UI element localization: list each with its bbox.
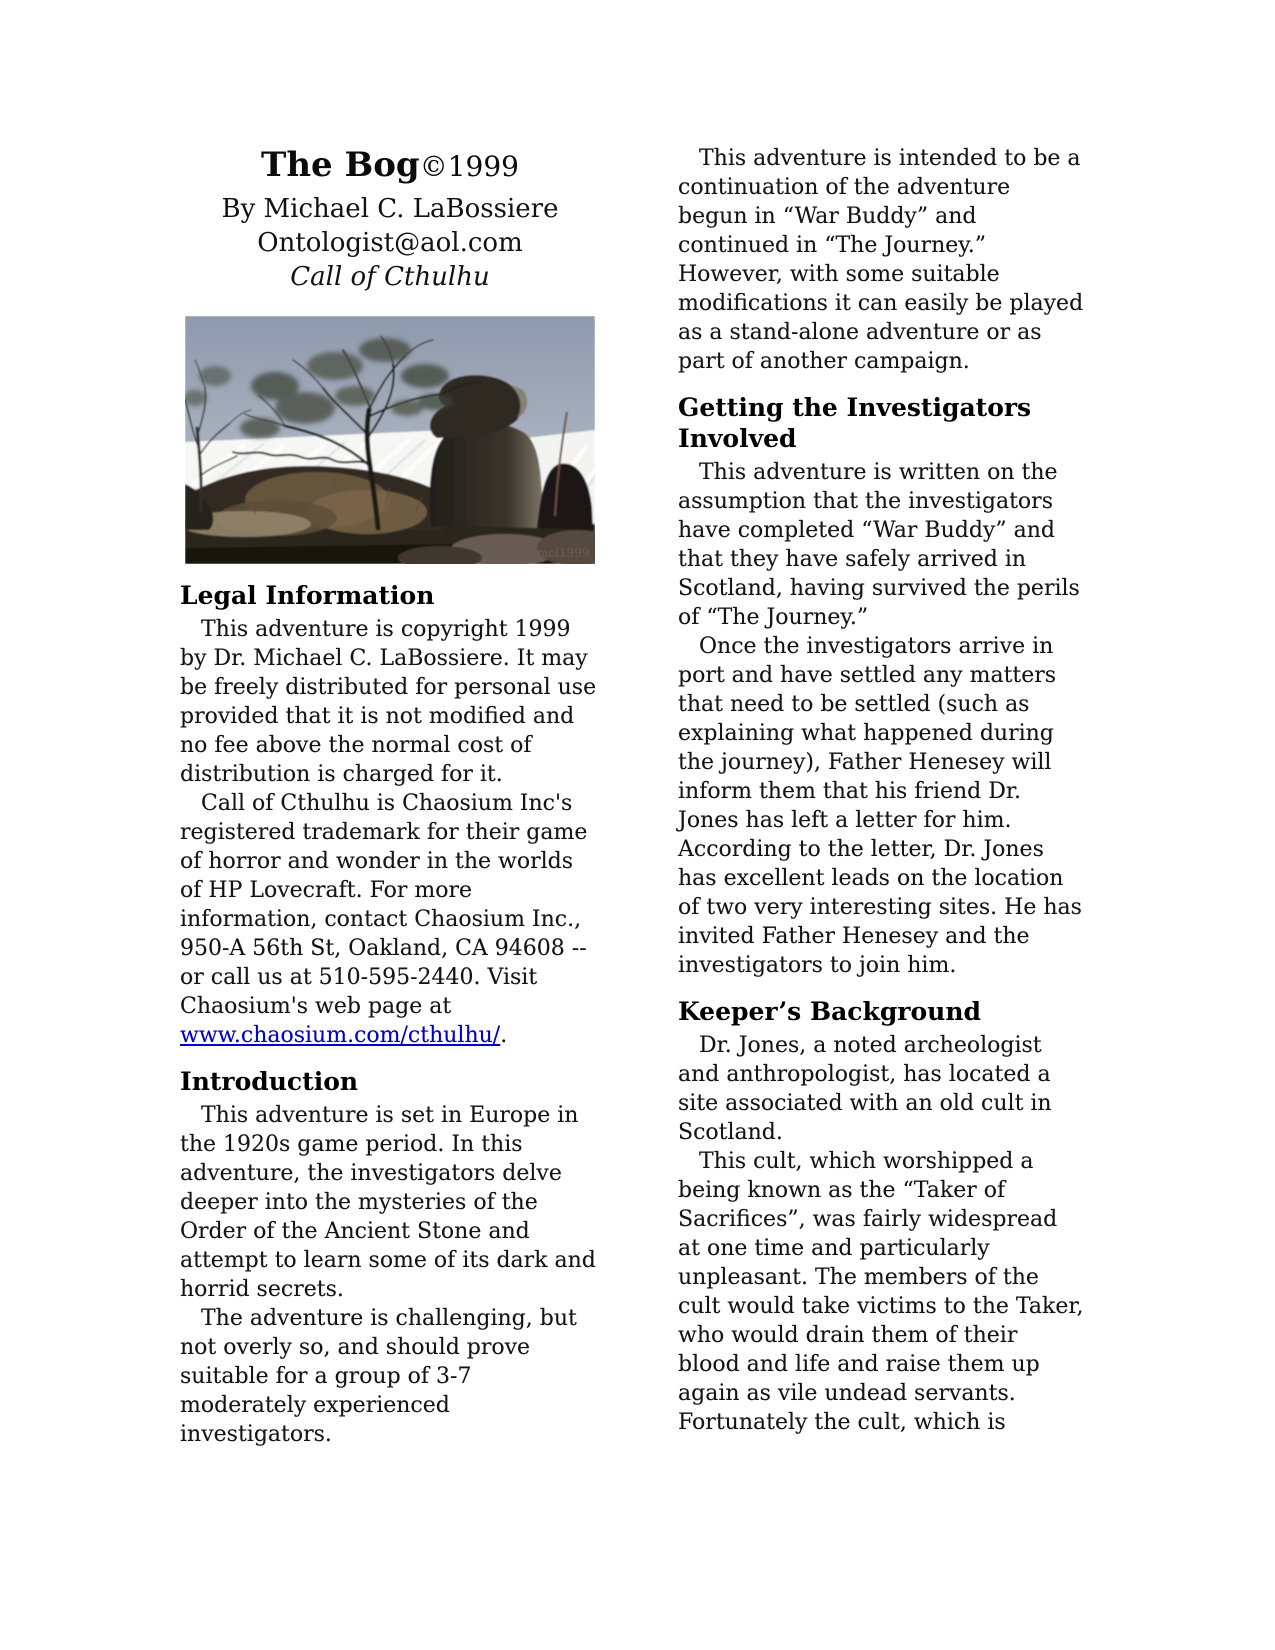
left-column <box>180 144 600 1449</box>
getting-investigators-involved-heading: Getting the Investigators Involved <box>678 393 1032 453</box>
title-text: The Bog <box>261 145 420 185</box>
legal-information-heading: Legal Information <box>180 581 435 610</box>
legal-paragraph-2-text: Call of Cthulhu is Chaosium Inc's registered trademark for their game of horror and wonder in the worlds of HP Lovecraft. For more information, contact Chaosium Inc., 950-A 56th St, Oakland, CA 94608 -- or call us at 510-595-2440. Visit Chaosium's web page at <box>180 791 588 1019</box>
landscape-photo <box>185 316 595 564</box>
continuation-paragraph: This adventure is intended to be a continuation of the adventure begun in “War Buddy” and continued in “The Journey.” However, with some suitable modifications it can easily be played as a stand-alone adventure or as part of another campaign. <box>678 146 1084 374</box>
introduction-paragraph-2: The adventure is challenging, but not overly so, and should prove suitable for a group of 3-7 moderately experienced investigators. <box>180 1306 577 1447</box>
legal-paragraph-2-period: . <box>500 1023 508 1048</box>
section-legal-information <box>180 580 600 1050</box>
legal-paragraph-2 <box>180 789 600 1050</box>
getting-involved-paragraph-2: Once the investigators arrive in port and have settled any matters that need to be settled (such as explaining what happened during the journey), Father Henesey will inform them that his friend Dr. Jones has left a letter for him. According to the letter, Dr. Jones has excellent leads on the location of two very interesting sites. He has invited Father Henesey and the investigators to join him. <box>678 634 1082 978</box>
getting-involved-paragraph-1: This adventure is written on the assumption that the investigators have completed “War Buddy” and that they have safely arrived in Scotland, having survived the perils of “The Journey.” <box>678 460 1080 630</box>
section-getting-investigators-involved <box>678 392 1086 980</box>
bog-landscape-illustration <box>185 316 595 564</box>
keepers-background-paragraph-1: Dr. Jones, a noted archeologist and anthropologist, has located a site associated with an old cult in Scotland. <box>678 1033 1052 1145</box>
author-email: Ontologist@aol.com <box>257 228 523 258</box>
legal-paragraph-1: This adventure is copyright 1999 by Dr. Michael C. LaBossiere. It may be freely distributed for personal use provided that it is not modified and no fee above the normal cost of distribution is charged for it. <box>180 617 597 787</box>
keepers-background-paragraph-2: This cult, which worshipped a being known as the “Taker of Sacrifices”, was fairly widespread at one time and particularly unpleasant. The members of the cult would take victims to the Taker, who would drain them of their blood and life and raise them up again as vile undead servants. Fortunately the cult, which is <box>678 1149 1084 1435</box>
keepers-background-heading: Keeper’s Background <box>678 997 981 1026</box>
title-block <box>180 144 600 294</box>
right-column <box>678 144 1086 1437</box>
section-keepers-background <box>678 996 1086 1437</box>
introduction-heading: Introduction <box>180 1067 359 1096</box>
introduction-paragraph-1: This adventure is set in Europe in the 1920s game period. In this adventure, the investigators delve deeper into the mysteries of the Order of the Ancient Stone and attempt to learn some of its dark and horrid secrets. <box>180 1103 596 1302</box>
section-introduction <box>180 1066 600 1449</box>
chaosium-web-link[interactable]: www.chaosium.com/cthulhu/ <box>180 1023 501 1048</box>
photo-watermark: mcl1999 <box>537 546 590 560</box>
copyright-text: ©1999 <box>419 150 519 183</box>
document-title <box>180 144 600 192</box>
game-system-title: Call of Cthulhu <box>290 262 490 292</box>
byline: By Michael C. LaBossiere <box>221 194 559 224</box>
